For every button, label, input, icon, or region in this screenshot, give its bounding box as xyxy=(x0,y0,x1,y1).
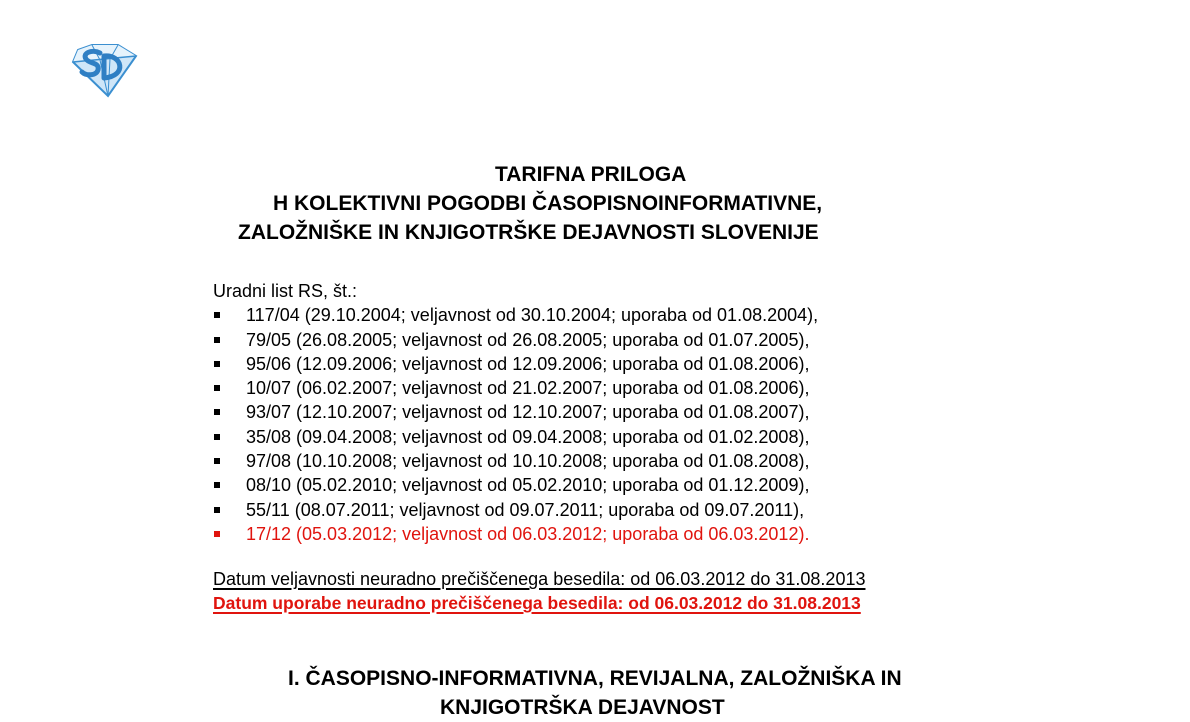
gazette-entry-list xyxy=(213,303,818,546)
title-line-1: TARIFNA PRILOGA xyxy=(495,163,687,186)
bullet-icon xyxy=(214,361,220,367)
bullet-icon xyxy=(214,337,220,343)
bullet-icon xyxy=(214,434,220,440)
section-heading-line-1: I. ČASOPISNO-INFORMATIVNA, REVIJALNA, ZALOŽNIŠKA IN xyxy=(288,667,902,690)
gazette-entry xyxy=(213,498,818,522)
bullet-icon xyxy=(214,409,220,415)
validity-dates xyxy=(213,567,865,615)
gazette-entry-text: 55/11 (08.07.2011; veljavnost od 09.07.2011; uporaba od 09.07.2011), xyxy=(246,499,805,520)
gazette-entry xyxy=(213,303,818,327)
official-gazette-block xyxy=(213,279,818,546)
title-line-2: H KOLEKTIVNI POGODBI ČASOPISNOINFORMATIVNE, xyxy=(273,192,823,215)
sd-logo-icon xyxy=(70,44,140,98)
gazette-entry xyxy=(213,352,818,376)
gazette-entry-latest xyxy=(213,522,818,546)
gazette-entry-text: 17/12 (05.03.2012; veljavnost od 06.03.2012; uporaba od 06.03.2012). xyxy=(246,523,810,544)
gazette-entry-text: 08/10 (05.02.2010; veljavnost od 05.02.2010; uporaba od 01.12.2009), xyxy=(246,475,810,496)
gazette-entry xyxy=(213,473,818,497)
gazette-entry-text: 95/06 (12.09.2006; veljavnost od 12.09.2006; uporaba od 01.08.2006), xyxy=(246,353,810,374)
validity-date-line: Datum veljavnosti neuradno prečiščenega besedila: od 06.03.2012 do 31.08.2013 xyxy=(213,569,866,589)
section-heading-line-2: KNJIGOTRŠKA DEJAVNOST xyxy=(440,696,725,719)
bullet-icon xyxy=(214,385,220,391)
use-date-line: Datum uporabe neuradno prečiščenega besedila: od 06.03.2012 do 31.08.2013 xyxy=(213,593,861,613)
gazette-entry-text: 10/07 (06.02.2007; veljavnost od 21.02.2007; uporaba od 01.08.2006), xyxy=(246,378,810,399)
gazette-heading: Uradni list RS, št.: xyxy=(213,281,358,301)
gazette-entry xyxy=(213,400,818,424)
title-line-3: ZALOŽNIŠKE IN KNJIGOTRŠKE DEJAVNOSTI SLOVENIJE xyxy=(238,221,819,244)
gazette-entry xyxy=(213,449,818,473)
gazette-entry xyxy=(213,425,818,449)
bullet-icon xyxy=(214,312,220,318)
gazette-entry xyxy=(213,328,818,352)
bullet-icon xyxy=(214,458,220,464)
gazette-entry-text: 97/08 (10.10.2008; veljavnost od 10.10.2008; uporaba od 01.08.2008), xyxy=(246,451,810,472)
gazette-entry-text: 93/07 (12.10.2007; veljavnost od 12.10.2007; uporaba od 01.08.2007), xyxy=(246,402,810,423)
gazette-entry xyxy=(213,376,818,400)
gazette-entry-text: 117/04 (29.10.2004; veljavnost od 30.10.2004; uporaba od 01.08.2004), xyxy=(246,305,819,326)
gazette-entry-text: 79/05 (26.08.2005; veljavnost od 26.08.2005; uporaba od 01.07.2005), xyxy=(246,329,810,350)
bullet-icon xyxy=(214,531,220,537)
gazette-entry-text: 35/08 (09.04.2008; veljavnost od 09.04.2008; uporaba od 01.02.2008), xyxy=(246,426,810,447)
bullet-icon xyxy=(214,507,220,513)
bullet-icon xyxy=(214,482,220,488)
